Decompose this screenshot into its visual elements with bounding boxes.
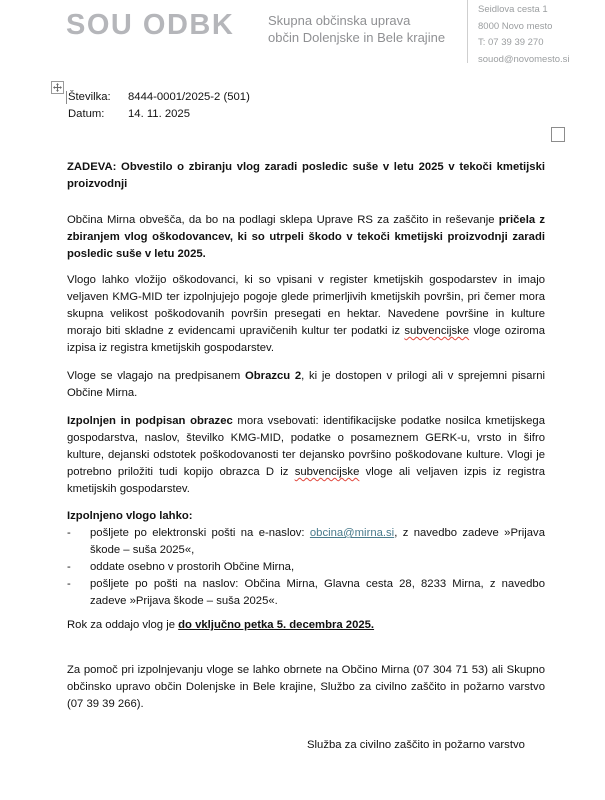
number-label: Številka: (68, 91, 111, 103)
paragraph-form (67, 368, 545, 402)
list-dash-marker: - (67, 578, 71, 590)
letterhead-divider (467, 0, 468, 63)
four-way-arrow-icon (53, 83, 62, 92)
subject-line: ZADEVA: Obvestilo o zbiranju vlog zaradi posledic suše v letu 2025 v tekoči kmetijski proizvodnji (67, 161, 545, 190)
list-dash-marker: - (67, 561, 71, 573)
contents-text-2: vloge ali veljaven izpis iz registra kmetijskih gospodarstev. (67, 466, 546, 495)
org-logo: SOU ODBK (66, 9, 235, 41)
contact-city: 8000 Novo mesto (478, 20, 553, 32)
meta-row-number (68, 89, 250, 106)
empty-placeholder-box-icon (551, 127, 565, 142)
form-text-1: Vloge se vlagajo na predpisanem (67, 370, 245, 382)
eligibility-text-2: vloge oziroma izpisa iz registra kmetijskih gospodarstev. (67, 325, 545, 354)
misspelled-word: subvencijske (294, 466, 360, 478)
contact-email: souod@novomesto.si (478, 53, 570, 65)
contact-phone: T: 07 39 39 270 (478, 37, 544, 48)
paragraph-notice (67, 212, 545, 263)
list-item-in-person (67, 559, 545, 576)
misspelled-word: subvencijske (404, 325, 470, 337)
meta-row-date (68, 106, 250, 123)
email-option-pre: pošljete po elektronski pošti na e-naslov: (90, 527, 310, 539)
date-label: Datum: (68, 108, 105, 120)
list-item-email-text (90, 525, 545, 559)
list-dash-marker: - (67, 527, 71, 539)
document-meta (68, 89, 250, 123)
form-name-bold: Obrazcu 2 (244, 370, 302, 382)
notice-bold-text: pričela z zbiranjem vlog oškodovancev, ki so utrpeli škodo v tekoči kmetijski proizvodnji zaradi posledic suše v letu 2025. (67, 214, 545, 260)
eligibility-text-1: Vlogo lahko vložijo oškodovanci, ki so vpisani v register kmetijskih gospodarstev in imajo veljaven KMG-MID ter izpolnjujejo pogoje glede primerljivih kmetijskih površin, pri čemer mora skupna velikost poškodovanih površin presegati en hektar. Navedene površine in kulture morajo biti skladne z evidencami upravičenih kultur ter podatki iz (67, 274, 545, 337)
date-value: 14. 11. 2025 (128, 108, 190, 120)
paragraph-help: Za pomoč pri izpolnjevanju vloge se lahko obrnete na Občino Mirna (07 304 71 53) ali Skupno občinsko upravo občin Dolenjske in Bele krajine, Službo za civilno zaščito in požarno varstvo (07 39 39 266). (67, 664, 545, 710)
notice-normal-text: Občina Mirna obvešča, da bo na podlagi sklepa Uprave RS za zaščito in reševanje (67, 214, 499, 226)
contents-bold-lead: Izpolnjen in podpisan obrazec (67, 415, 233, 427)
contents-text-1: mora vsebovati: identifikacijske podatke nosilca kmetijskega gospodarstva, naslov, številko KMG-MID, podatke o posameznem GERK-u, vrsto in šifro kulture, dejanski odstotek poškodovanosti ter dejansko površino poškodovane kulture. Vlogi je potrebno priložiti tudi kopijo obrazca D iz (67, 415, 545, 478)
org-name (268, 13, 445, 46)
contact-block (478, 2, 570, 68)
org-name-line2: občin Dolenjske in Bele krajine (268, 29, 446, 45)
letter-body (67, 159, 545, 754)
number-value: 8444-0001/2025-2 (501) (128, 91, 250, 103)
by-post-option-text: pošljete po pošti na naslov: Občina Mirna, Glavna cesta 28, 8233 Mirna, z navedbo zadeve »Prijava škode – suša 2025«. (90, 578, 545, 607)
email-hyperlink[interactable]: obcina@mirna.si (309, 527, 395, 539)
table-move-handle-icon[interactable] (51, 81, 64, 94)
deadline-emphasized-text: do vključno petka 5. decembra 2025. (178, 619, 375, 631)
text-cursor (66, 91, 67, 104)
list-item-by-post (67, 576, 545, 610)
contact-street: Seidlova cesta 1 (478, 4, 548, 15)
deadline-normal-text: Rok za oddajo vlog je (67, 619, 179, 631)
paragraph-eligibility (67, 272, 545, 357)
signature-line: Služba za civilno zaščito in požarno varstvo (307, 739, 525, 751)
deadline-line (67, 617, 545, 634)
org-name-line1: Skupna občinska uprava (268, 13, 411, 28)
form-text-2: , ki je dostopen v prilogi ali v sprejemni pisarni Občine Mirna. (67, 370, 545, 399)
submission-heading: Izpolnjeno vlogo lahko: (67, 510, 193, 522)
in-person-option-text: oddate osebno v prostorih Občine Mirna, (90, 561, 295, 573)
list-item-email (67, 525, 545, 559)
paragraph-contents (67, 413, 545, 498)
email-option-post: , z navedbo zadeve »Prijava škode – suša 2025«, (90, 527, 545, 556)
